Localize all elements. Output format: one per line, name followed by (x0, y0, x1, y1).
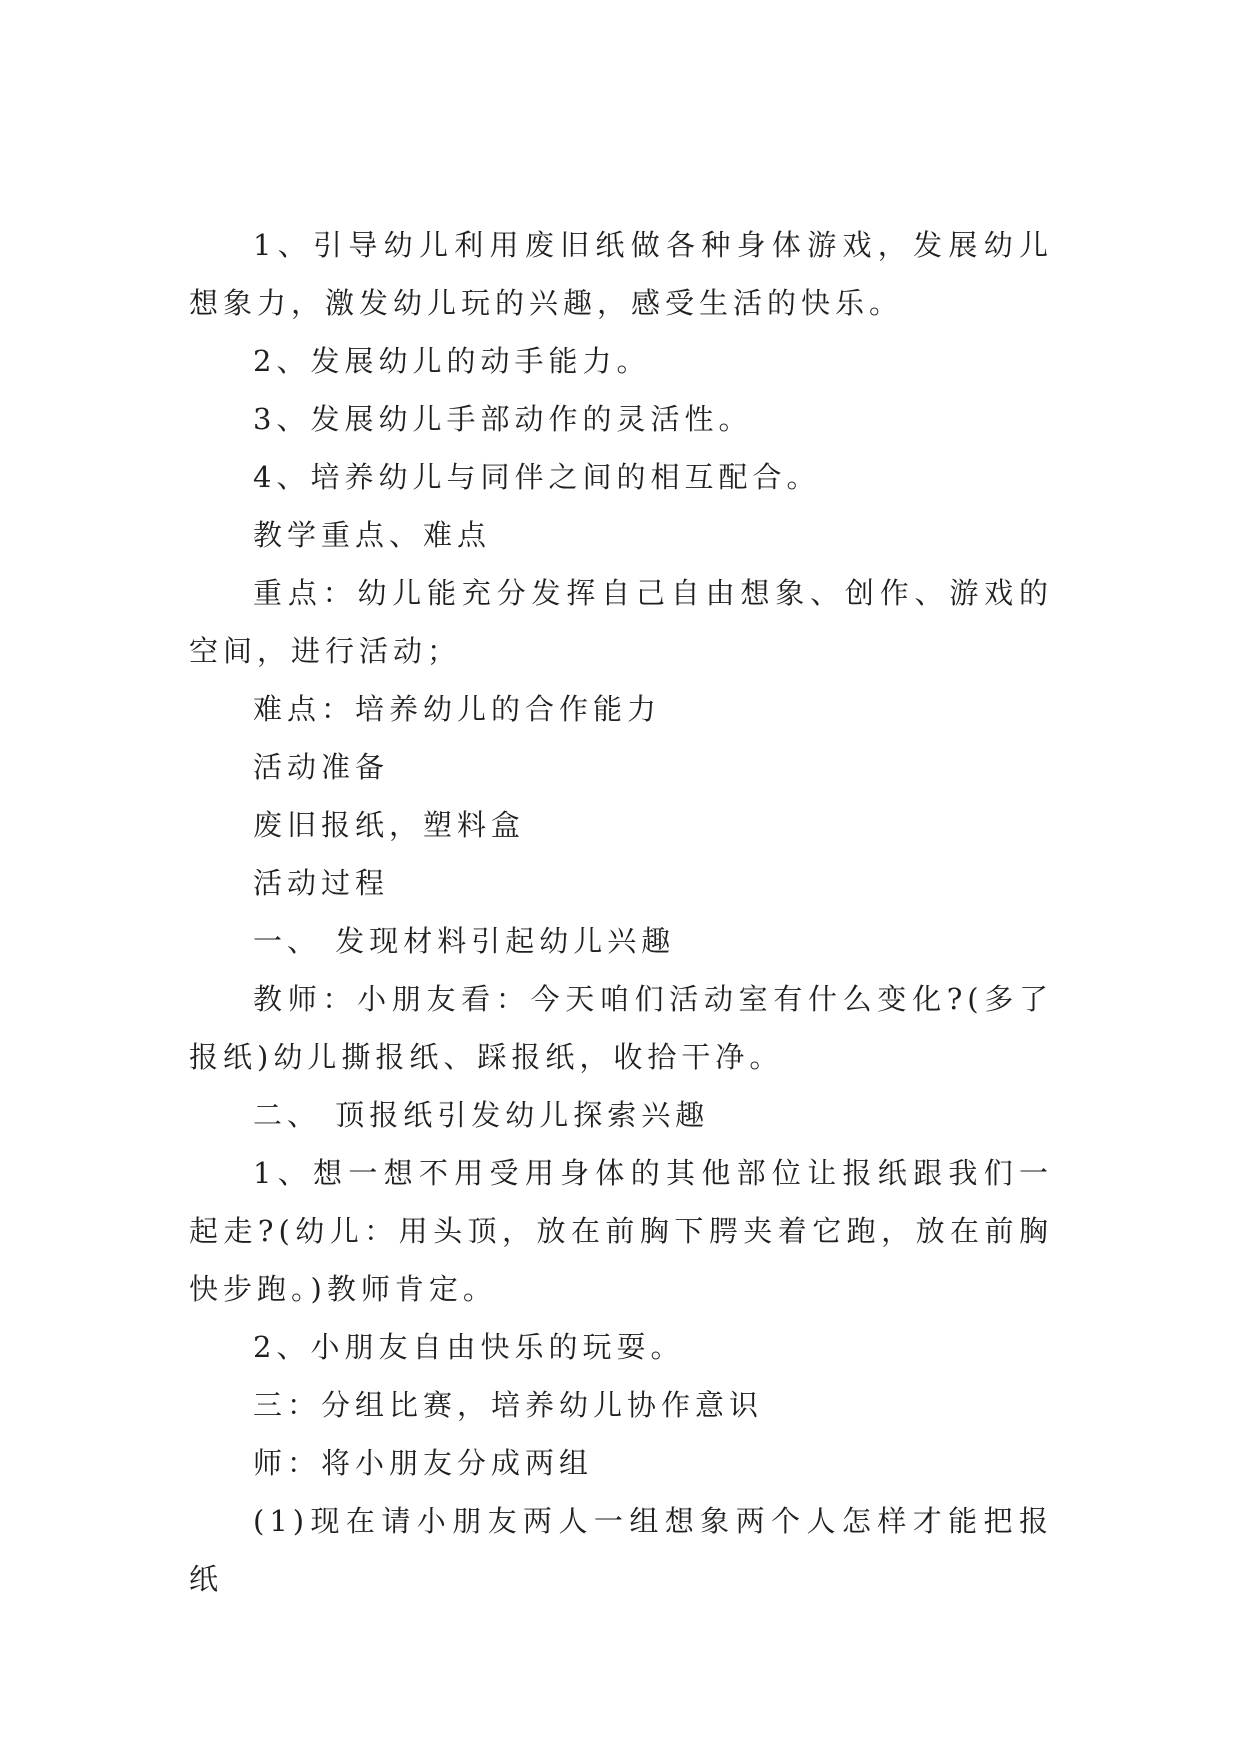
section-heading-key-points: 教学重点、难点 (253, 518, 492, 552)
document-body (189, 216, 1053, 1608)
section-heading-preparation: 活动准备 (253, 750, 390, 784)
paragraph-step-2-1: 1、想一想不用受用身体的其他部位让报纸跟我们一起走?(幼儿：用头顶，放在前胸下腭夹着它跑，放在前胸快步跑。)教师肯定。 (189, 1156, 1053, 1306)
step-heading-1: 一、 发现材料引起幼儿兴趣 (253, 924, 676, 958)
paragraph-goal-1: 1、引导幼儿利用废旧纸做各种身体游戏，发展幼儿想象力，激发幼儿玩的兴趣，感受生活的快乐。 (189, 228, 1053, 320)
paragraph-step-3-1: (1)现在请小朋友两人一组想象两个人怎样才能把报纸 (189, 1504, 1053, 1596)
paragraph-grouping: 师：将小朋友分成两组 (253, 1446, 594, 1480)
step-heading-3: 三：分组比赛，培养幼儿协作意识 (253, 1388, 764, 1422)
paragraph-teacher-intro: 教师：小朋友看：今天咱们活动室有什么变化?(多了报纸)幼儿撕报纸、踩报纸，收拾干净。 (189, 982, 1053, 1074)
step-heading-2: 二、 顶报纸引发幼儿探索兴趣 (253, 1098, 710, 1132)
paragraph-goal-4: 4、培养幼儿与同伴之间的相互配合。 (253, 460, 821, 494)
paragraph-goal-2: 2、发展幼儿的动手能力。 (253, 344, 651, 378)
paragraph-key-point: 重点：幼儿能充分发挥自己自由想象、创作、游戏的空间，进行活动； (189, 576, 1053, 668)
section-heading-process: 活动过程 (253, 866, 390, 900)
paragraph-step-2-2: 2、小朋友自由快乐的玩耍。 (253, 1330, 685, 1364)
paragraph-goal-3: 3、发展幼儿手部动作的灵活性。 (253, 402, 753, 436)
paragraph-difficulty: 难点：培养幼儿的合作能力 (253, 692, 662, 726)
paragraph-materials: 废旧报纸，塑料盒 (253, 808, 526, 842)
